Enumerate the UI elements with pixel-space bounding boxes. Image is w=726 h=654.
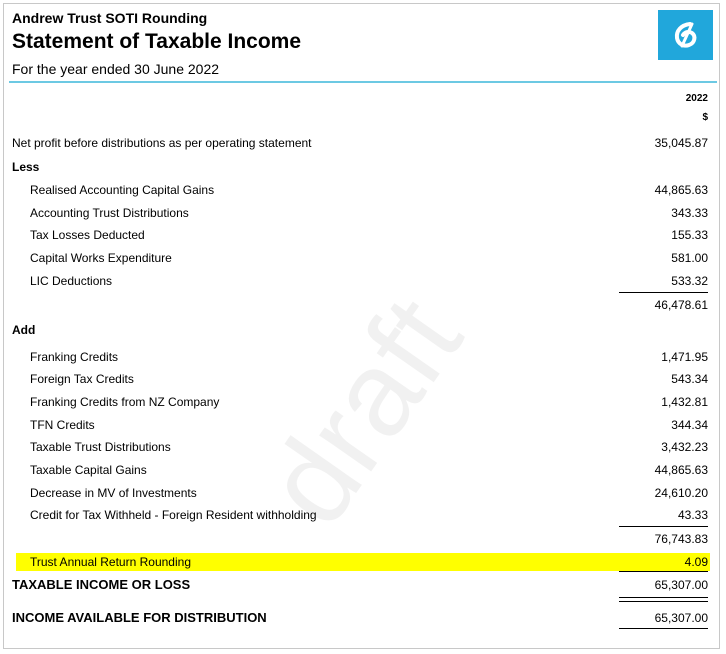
add-item-amount: 24,610.20 <box>654 486 708 500</box>
entity-name: Andrew Trust SOTI Rounding <box>12 10 208 26</box>
add-item-amount: 3,432.23 <box>661 440 708 454</box>
less-subtotal: 46,478.61 <box>654 298 708 312</box>
less-item-label: Accounting Trust Distributions <box>30 206 189 220</box>
brand-logo-icon <box>658 10 713 60</box>
statement-period: For the year ended 30 June 2022 <box>12 61 220 77</box>
less-heading: Less <box>12 160 40 174</box>
less-item-amount: 44,865.63 <box>654 183 708 197</box>
add-subtotal-rule <box>619 526 708 527</box>
rounding-label: Trust Annual Return Rounding <box>30 555 191 569</box>
income-available-label: INCOME AVAILABLE FOR DISTRIBUTION <box>12 610 267 625</box>
net-profit-amount: 35,045.87 <box>654 136 708 150</box>
income-available-amount: 65,307.00 <box>654 611 708 625</box>
less-item-amount: 155.33 <box>671 228 708 242</box>
less-item-label: LIC Deductions <box>30 274 113 288</box>
less-item-label: Realised Accounting Capital Gains <box>30 183 215 197</box>
header-rule <box>9 81 717 83</box>
less-item-amount: 581.00 <box>671 251 708 265</box>
add-item-amount: 43.33 <box>677 508 708 522</box>
less-item-label: Capital Works Expenditure <box>30 251 172 265</box>
rounding-rule <box>619 571 708 572</box>
add-item-label: Decrease in MV of Investments <box>30 486 197 500</box>
rounding-amount: 4.09 <box>684 555 708 569</box>
taxable-income-rule-bottom <box>619 601 708 602</box>
taxable-income-label: TAXABLE INCOME OR LOSS <box>12 577 191 592</box>
taxable-income-amount: 65,307.00 <box>654 578 708 592</box>
add-heading: Add <box>12 323 36 337</box>
add-item-amount: 344.34 <box>671 418 708 432</box>
taxable-income-rule-top <box>619 597 708 598</box>
less-item-amount: 343.33 <box>671 206 708 220</box>
add-subtotal: 76,743.83 <box>654 532 708 546</box>
net-profit-label: Net profit before distributions as per operating statement <box>12 136 312 150</box>
add-item-label: Taxable Trust Distributions <box>30 440 171 454</box>
less-subtotal-rule <box>619 292 708 293</box>
add-item-label: Credit for Tax Withheld - Foreign Resident withholding <box>30 508 317 522</box>
less-item-amount: 533.32 <box>671 274 708 288</box>
add-item-label: Franking Credits from NZ Company <box>30 395 220 409</box>
brand-logo-glyph <box>669 18 703 52</box>
add-item-label: Franking Credits <box>30 350 119 364</box>
add-item-amount: 543.34 <box>671 372 708 386</box>
column-unit: $ <box>702 112 708 123</box>
add-item-amount: 1,432.81 <box>661 395 708 409</box>
add-item-label: Taxable Capital Gains <box>30 463 147 477</box>
less-item-label: Tax Losses Deducted <box>30 228 145 242</box>
add-item-amount: 1,471.95 <box>661 350 708 364</box>
statement-title: Statement of Taxable Income <box>12 30 302 53</box>
column-year: 2022 <box>685 93 708 104</box>
add-item-amount: 44,865.63 <box>654 463 708 477</box>
income-available-rule <box>619 628 708 629</box>
add-item-label: TFN Credits <box>30 418 95 432</box>
add-item-label: Foreign Tax Credits <box>30 372 134 386</box>
